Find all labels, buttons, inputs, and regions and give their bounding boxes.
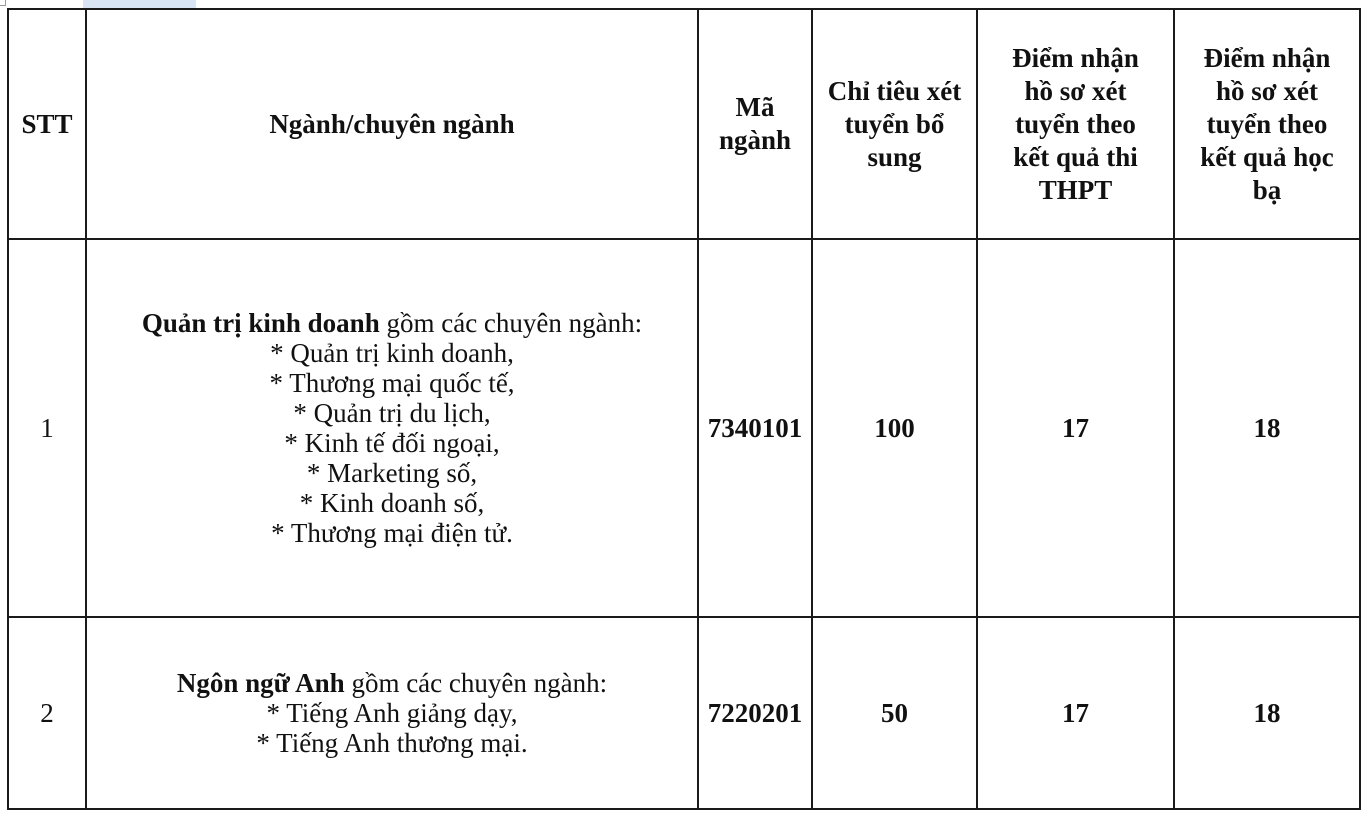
- table-row: [8, 617, 1360, 809]
- header-code: Mã ngành: [698, 9, 812, 239]
- header-major: Ngành/chuyên ngành: [86, 9, 698, 239]
- specialization-item: * Tiếng Anh giảng dạy,: [266, 698, 518, 728]
- row-quota: 100: [812, 239, 977, 617]
- major-suffix: gồm các chuyên ngành:: [344, 668, 608, 698]
- row-code: 7220201: [698, 617, 812, 809]
- row-stt: 1: [8, 239, 86, 617]
- header-quota: Chỉ tiêu xét tuyển bổ sung: [812, 9, 977, 239]
- specialization-item: * Kinh doanh số,: [299, 488, 485, 518]
- header-stt: STT: [8, 9, 86, 239]
- major-suffix: gồm các chuyên ngành:: [379, 308, 643, 338]
- row-code: 7340101: [698, 239, 812, 617]
- specialization-item: * Quản trị kinh doanh,: [270, 338, 514, 368]
- document-corner-mark: [0, 0, 6, 6]
- table-header-row: [8, 9, 1360, 239]
- row-score-hocba: 18: [1174, 239, 1360, 617]
- major-name: Quản trị kinh doanh: [141, 308, 380, 338]
- admissions-table: [7, 8, 1361, 810]
- major-cell: [86, 617, 698, 809]
- major-name: Ngôn ngữ Anh: [176, 668, 345, 698]
- specialization-item: * Tiếng Anh thương mại.: [256, 728, 528, 758]
- specialization-item: * Thương mại quốc tế,: [269, 368, 515, 398]
- table-row: [8, 239, 1360, 617]
- row-quota: 50: [812, 617, 977, 809]
- specialization-item: * Quản trị du lịch,: [293, 398, 491, 428]
- specialization-item: * Thương mại điện tử.: [271, 518, 513, 548]
- row-score-thpt: 17: [977, 617, 1174, 809]
- major-cell: [86, 239, 698, 617]
- header-score-hocba: Điểm nhận hồ sơ xét tuyển theo kết quả học bạ: [1174, 9, 1360, 239]
- row-score-thpt: 17: [977, 239, 1174, 617]
- specialization-item: * Kinh tế đối ngoại,: [284, 428, 500, 458]
- specialization-item: * Marketing số,: [306, 458, 478, 488]
- row-score-hocba: 18: [1174, 617, 1360, 809]
- selection-highlight: [83, 0, 196, 8]
- row-stt: 2: [8, 617, 86, 809]
- header-score-thpt: Điểm nhận hồ sơ xét tuyển theo kết quả thi THPT: [977, 9, 1174, 239]
